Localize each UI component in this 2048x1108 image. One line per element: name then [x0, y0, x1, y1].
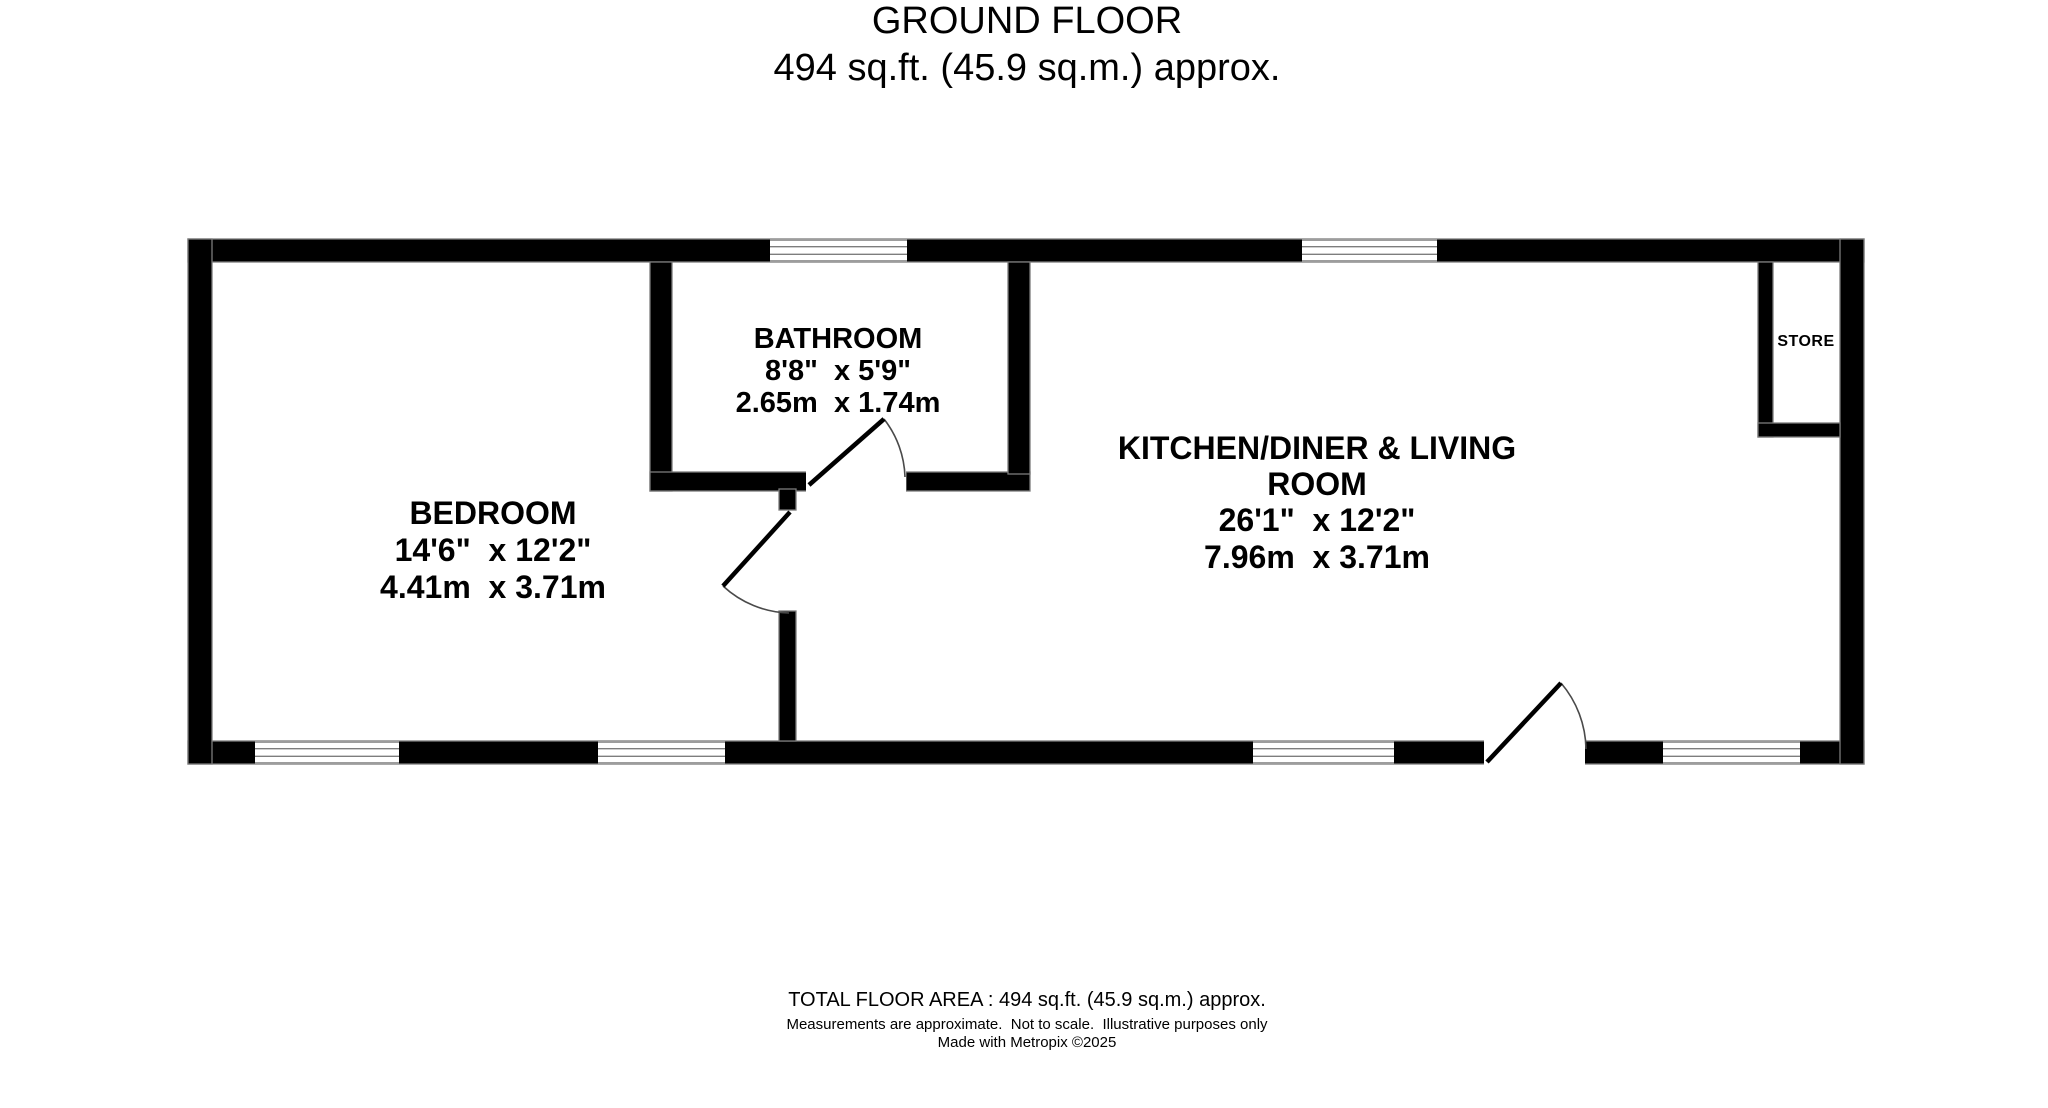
bathroom-size-imperial: 8'8" x 5'9": [764, 355, 912, 387]
store-label: STORE: [1777, 333, 1835, 350]
bedroom-door-jamb-stub: [779, 489, 796, 510]
page-title: GROUND FLOOR: [871, 0, 1183, 42]
wall-right: [1840, 239, 1864, 764]
store-wall-left: [1758, 262, 1773, 437]
window-bottom-kitchen-right: [1663, 741, 1800, 764]
kitchen-living-label-line1: KITCHEN/DINER & LIVING: [1117, 430, 1517, 466]
page-subtitle: 494 sq.ft. (45.9 sq.m.) approx.: [773, 47, 1281, 89]
bathroom-wall-right: [1008, 262, 1030, 474]
window-bottom-bedroom-left: [255, 741, 399, 764]
wall-bottom: [188, 741, 1864, 764]
bedroom-door-leaf: [723, 512, 790, 586]
disclaimer: Measurements are approximate. Not to scale. Illustrative purposes only: [786, 1016, 1268, 1033]
store-wall-bottom: [1758, 423, 1840, 437]
credit: Made with Metropix ©2025: [937, 1034, 1117, 1051]
window-top-bathroom: [770, 239, 907, 262]
total-floor-area: TOTAL FLOOR AREA : 494 sq.ft. (45.9 sq.m.) approx.: [788, 989, 1266, 1011]
window-bottom-bedroom-right: [598, 741, 725, 764]
door-arcs: [723, 419, 1586, 749]
bathroom-door-arc: [884, 419, 905, 477]
bedroom-label: BEDROOM: [409, 495, 577, 531]
footer: [786, 989, 1268, 1051]
kitchen-living-label-line2: ROOM: [1267, 466, 1367, 502]
kitchen-living-size-imperial: 26'1" x 12'2": [1218, 502, 1416, 538]
window-bottom-kitchen-left: [1253, 741, 1394, 764]
kitchen-living-size-metric: 7.96m x 3.71m: [1204, 539, 1430, 575]
window-top-kitchen: [1302, 239, 1437, 262]
bathroom-size-metric: 2.65m x 1.74m: [735, 387, 941, 419]
bedroom-size-metric: 4.41m x 3.71m: [380, 569, 606, 605]
bathroom-label: BATHROOM: [753, 323, 923, 355]
wall-left: [188, 239, 212, 764]
bathroom-wall-bottom-right: [906, 472, 1030, 491]
bathroom-wall-bottom-left: [650, 472, 807, 491]
room-labels: [380, 323, 1835, 605]
bedroom-door-arc: [723, 586, 789, 613]
bedroom-size-imperial: 14'6" x 12'2": [394, 532, 592, 568]
door-openings: [806, 470, 1585, 767]
wall-top: [188, 239, 1864, 262]
bedroom-kitchen-divider-wall: [779, 611, 796, 741]
bathroom-wall-left: [650, 262, 672, 491]
header: [774, 0, 1281, 89]
